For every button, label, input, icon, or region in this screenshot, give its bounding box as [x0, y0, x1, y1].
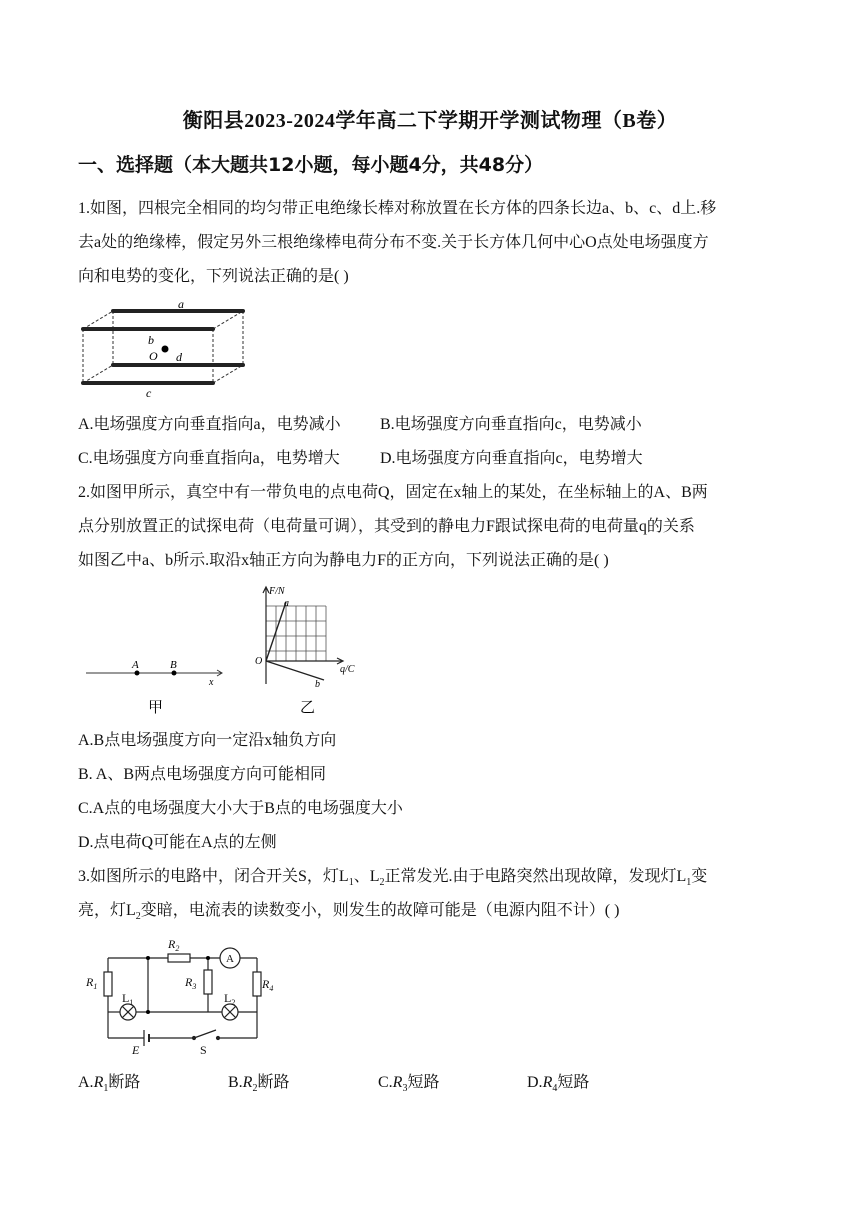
q2-line-2: 点分别放置正的试探电荷（电荷量可调），其受到的静电力F跟试探电荷的电荷量q的关系: [78, 518, 695, 535]
q1-label-a: a: [178, 297, 184, 311]
q1-option-d: D.电场强度方向垂直指向c，电势增大: [380, 450, 643, 467]
q2-option-c: C.A点的电场强度大小大于B点的电场强度大小: [78, 800, 403, 817]
q3-label-L2: $L_2$: [224, 991, 236, 1007]
q1-line-1: 1.如图，四根完全相同的均匀带正电绝缘长棒对称放置在长方体的四条长边a、b、c、d上.移: [78, 200, 717, 217]
q2-line-1: 2.如图甲所示，真空中有一带负电的点电荷Q，固定在x轴上的某处，在坐标轴上的A、B两: [78, 484, 708, 501]
section-heading: 一、选择题（本大题共12小题，每小题4分，共48分）: [78, 154, 544, 176]
q1-label-d: d: [176, 350, 182, 364]
q2-line-b-label: b: [315, 679, 320, 690]
q3-label-R3: $R_3$: [185, 975, 197, 991]
q2-xlabel: q/C: [340, 664, 355, 675]
q2-line-a-label: a: [284, 598, 289, 609]
q1-figure-cuboid: [78, 296, 253, 401]
q3-label-R4: $R_4$: [262, 977, 274, 993]
q2-label-A: A: [132, 659, 139, 671]
q3-label-R2: $R_2$: [168, 937, 180, 953]
q3-figure-circuit: [80, 930, 280, 1060]
q1-label-b: b: [148, 333, 154, 347]
q1-option-c: C.电场强度方向垂直指向a，电势增大: [78, 450, 340, 467]
q3-label-L1: $L_1$: [122, 991, 134, 1007]
q3-label-R1: $R_1$: [86, 975, 98, 991]
q3-option-c: $C.R_3$短路: [378, 1074, 440, 1095]
q3-label-ammeter: A: [226, 953, 234, 965]
q3-label-E: E: [132, 1043, 140, 1057]
q2-origin-label: O: [255, 656, 263, 667]
q2-figure-yi: [252, 584, 367, 716]
q1-label-O: O: [149, 349, 158, 363]
q3-option-d: $D.R_4$短路: [527, 1074, 590, 1095]
q1-line-2: 去a处的绝缘棒，假定另外三根绝缘棒电荷分布不变.关于长方体几何中心O点处电场强度方: [78, 234, 709, 251]
q2-option-a: A.B点电场强度方向一定沿x轴负方向: [78, 732, 337, 749]
q2-caption-jia: 甲: [148, 698, 164, 715]
q3-line-1: 3.如图所示的电路中，闭合开关S，灯$L_1$、$L_2$正常发光.由于电路突然出现故障，发现灯$L_1$变: [78, 868, 708, 889]
q3-line-2: 亮，灯$L_2$变暗，电流表的读数变小，则发生的故障可能是（电源内阻不计）( ): [78, 902, 620, 923]
q1-option-a: A.电场强度方向垂直指向a，电势减小: [78, 416, 341, 433]
q3-label-S: S: [200, 1043, 207, 1057]
q1-line-3: 向和电势的变化，下列说法正确的是( ): [78, 268, 349, 285]
q2-line-3: 如图乙中a、b所示.取沿x轴正方向为静电力F的正方向，下列说法正确的是( ): [78, 552, 609, 569]
q2-ylabel: F/N: [269, 586, 285, 597]
q1-label-c: c: [146, 386, 152, 400]
exam-title: 衡阳县2023-2024学年高二下学期开学测试物理（B卷）: [182, 110, 678, 132]
q3-option-b: $B.R_2$断路: [228, 1074, 290, 1095]
q2-label-x: x: [209, 677, 214, 688]
q2-option-d: D.点电荷Q可能在A点的左侧: [78, 834, 277, 851]
q2-label-B: B: [170, 659, 177, 671]
q1-option-b: B.电场强度方向垂直指向c，电势减小: [380, 416, 642, 433]
q3-option-a: $A.R_1$断路: [78, 1074, 141, 1095]
q2-caption-yi: 乙: [300, 698, 316, 716]
q2-figure-jia: [84, 655, 234, 715]
q2-option-b: B. A、B两点电场强度方向可能相同: [78, 766, 327, 783]
